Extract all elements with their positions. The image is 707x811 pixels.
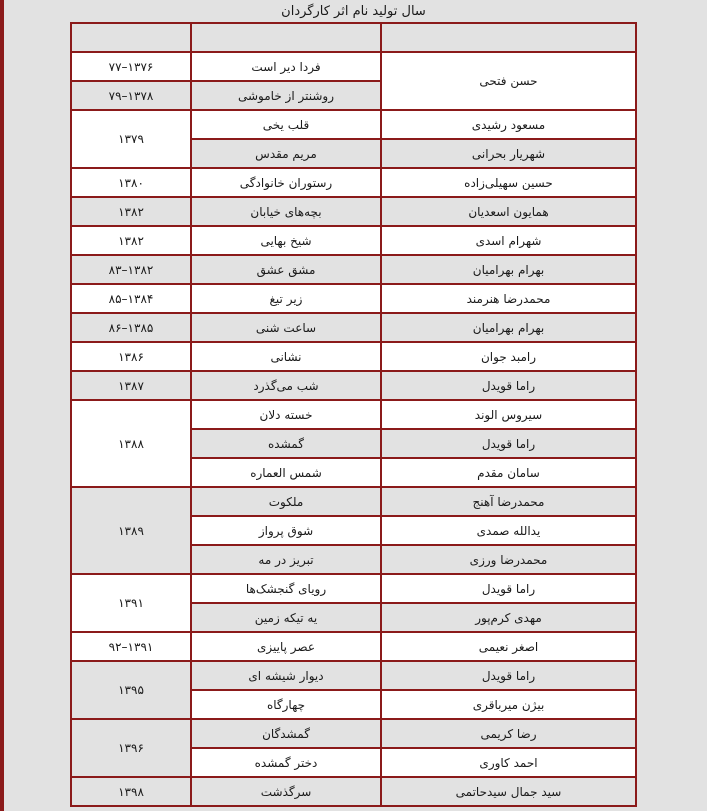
cell-director: بهرام بهرامیان: [381, 255, 636, 284]
cell-director: سامان مقدم: [381, 458, 636, 487]
table-row: [71, 110, 636, 139]
cell-work-title: دختر گمشده: [191, 748, 381, 777]
cell-work-title: تبریز در مه: [191, 545, 381, 574]
cell-director: اصغر نعیمی: [381, 632, 636, 661]
table-row: [71, 661, 636, 690]
cell-director: احمد کاوری: [381, 748, 636, 777]
cell-director: بهرام بهرامیان: [381, 313, 636, 342]
cell-work-title: قلب یخی: [191, 110, 381, 139]
cell-work-title: فردا دیر است: [191, 52, 381, 81]
cell-director: محمدرضا آهنج: [381, 487, 636, 516]
cell-work-title: مریم مقدس: [191, 139, 381, 168]
table-row: [71, 313, 636, 342]
cell-director: رضا کریمی: [381, 719, 636, 748]
table-row: [71, 342, 636, 371]
cell-director: سیروس الوند: [381, 400, 636, 429]
cell-year: ۱۳۸۲: [71, 197, 191, 226]
cell-work-title: خسته دلان: [191, 400, 381, 429]
cell-director: محمدرضا ورزی: [381, 545, 636, 574]
cell-year: ۱۳۸۸: [71, 400, 191, 487]
table-row: [71, 197, 636, 226]
cell-work-title: رویای گنجشک‌ها: [191, 574, 381, 603]
cell-year: ۱۳۸۰: [71, 168, 191, 197]
table-header-row: [71, 23, 636, 52]
cell-year: ۱۳۸۵–۸۶: [71, 313, 191, 342]
cell-director: حسین سهیلی‌زاده: [381, 168, 636, 197]
cell-director: همایون اسعدیان: [381, 197, 636, 226]
page-title: سال تولید نام اثر کارگردان: [281, 4, 426, 19]
cell-year: ۱۳۹۱–۹۲: [71, 632, 191, 661]
cell-work-title: روشنتر از خاموشی: [191, 81, 381, 110]
cell-year: ۱۳۷۹: [71, 110, 191, 168]
cell-year: ۱۳۸۲–۸۳: [71, 255, 191, 284]
cell-director: مهدی کرم‌پور: [381, 603, 636, 632]
filmography-table: [70, 22, 637, 807]
cell-year: ۱۳۷۸–۷۹: [71, 81, 191, 110]
column-header-director: [381, 23, 636, 52]
cell-director: شهرام اسدی: [381, 226, 636, 255]
cell-year: ۱۳۸۷: [71, 371, 191, 400]
cell-year: ۱۳۷۶–۷۷: [71, 52, 191, 81]
cell-work-title: شوق پرواز: [191, 516, 381, 545]
cell-year: ۱۳۹۱: [71, 574, 191, 632]
table-body: [71, 52, 636, 806]
cell-work-title: سرگذشت: [191, 777, 381, 806]
cell-work-title: نشانی: [191, 342, 381, 371]
cell-work-title: دیوار شیشه ای: [191, 661, 381, 690]
cell-director: محمدرضا هنرمند: [381, 284, 636, 313]
cell-year: ۱۳۹۵: [71, 661, 191, 719]
table-container: [0, 22, 707, 807]
cell-work-title: مشق عشق: [191, 255, 381, 284]
cell-director: شهریار بحرانی: [381, 139, 636, 168]
table-row: [71, 226, 636, 255]
cell-work-title: ملکوت: [191, 487, 381, 516]
cell-year: ۱۳۹۸: [71, 777, 191, 806]
table-row: [71, 632, 636, 661]
cell-work-title: گمشدگان: [191, 719, 381, 748]
cell-director: مسعود رشیدی: [381, 110, 636, 139]
table-row: [71, 777, 636, 806]
cell-work-title: بچه‌های خیابان: [191, 197, 381, 226]
cell-director: بیژن میرباقری: [381, 690, 636, 719]
page-edge-accent-stripe: [0, 0, 4, 811]
cell-work-title: چهارگاه: [191, 690, 381, 719]
table-row: [71, 284, 636, 313]
cell-work-title: عصر پاییزی: [191, 632, 381, 661]
table-row: [71, 168, 636, 197]
table-row: [71, 487, 636, 516]
cell-work-title: شمس العماره: [191, 458, 381, 487]
cell-year: ۱۳۹۶: [71, 719, 191, 777]
cell-work-title: یه تیکه زمین: [191, 603, 381, 632]
table-row: [71, 52, 636, 81]
cell-work-title: شیخ بهایی: [191, 226, 381, 255]
table-row: [71, 574, 636, 603]
cell-work-title: رستوران خانوادگی: [191, 168, 381, 197]
cell-work-title: گمشده: [191, 429, 381, 458]
cell-director: راما قویدل: [381, 574, 636, 603]
cell-director: راما قویدل: [381, 371, 636, 400]
cell-director: راما قویدل: [381, 429, 636, 458]
cell-year: ۱۳۸۹: [71, 487, 191, 574]
column-header-work: [191, 23, 381, 52]
table-row: [71, 400, 636, 429]
table-row: [71, 719, 636, 748]
cell-director: راما قویدل: [381, 661, 636, 690]
cell-director: حسن فتحی: [381, 52, 636, 110]
cell-year: ۱۳۸۴–۸۵: [71, 284, 191, 313]
cell-director: یدالله صمدی: [381, 516, 636, 545]
cell-work-title: ساعت شنی: [191, 313, 381, 342]
table-row: [71, 371, 636, 400]
cell-director: سید جمال سیدحاتمی: [381, 777, 636, 806]
table-header: [71, 23, 636, 52]
cell-work-title: زیر تیغ: [191, 284, 381, 313]
cell-director: رامبد جوان: [381, 342, 636, 371]
cell-year: ۱۳۸۲: [71, 226, 191, 255]
cell-work-title: شب می‌گذرد: [191, 371, 381, 400]
cell-year: ۱۳۸۶: [71, 342, 191, 371]
table-row: [71, 255, 636, 284]
column-header-year: [71, 23, 191, 52]
